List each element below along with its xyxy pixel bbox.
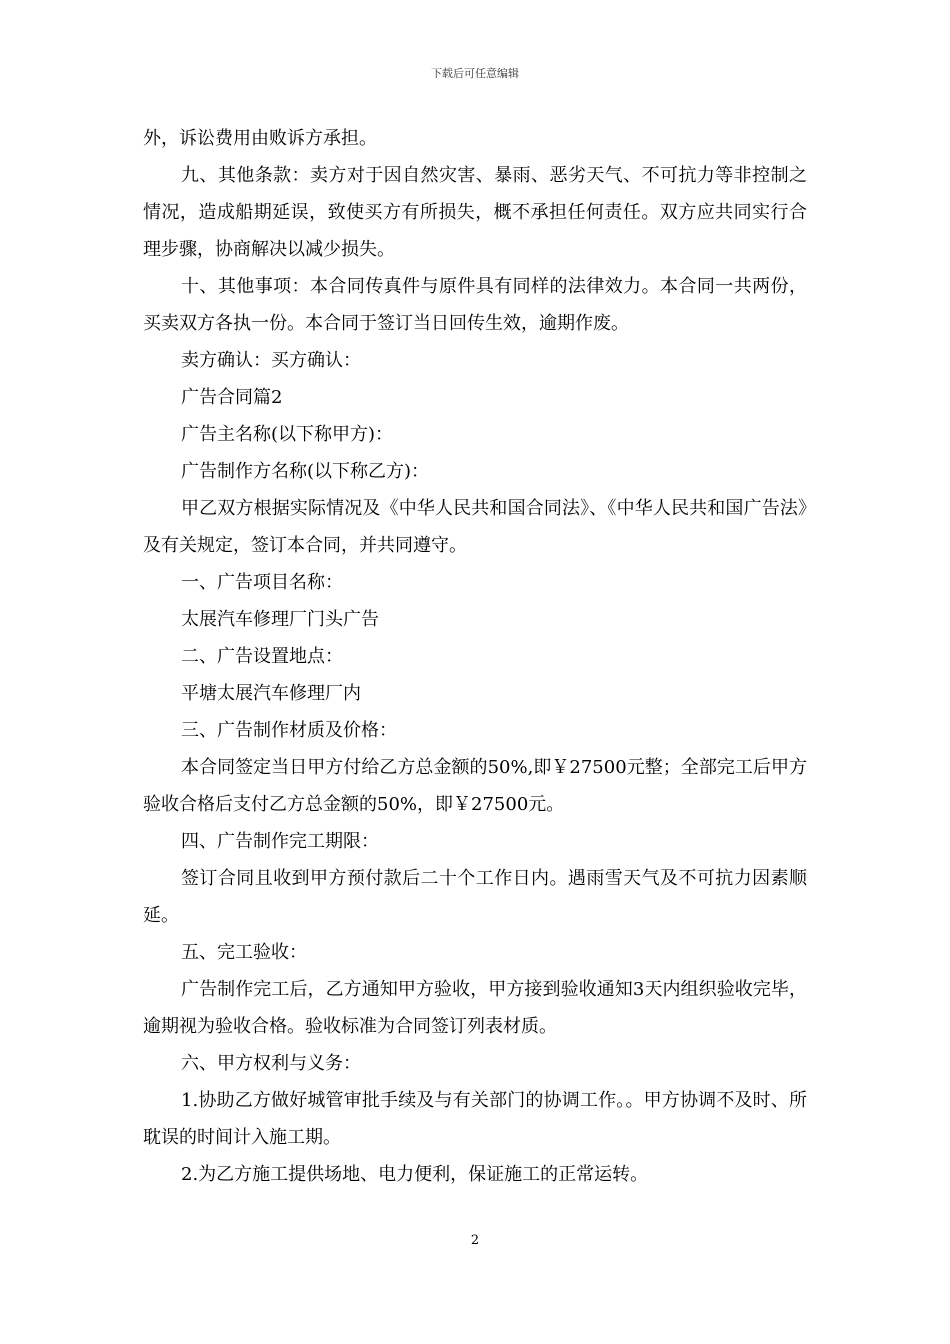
paragraph: 1.协助乙方做好城管审批手续及与有关部门的协调工作。。甲方协调不及时、所耽误的时间计入施工期。	[143, 1090, 807, 1148]
section-title: 广告合同篇2	[181, 387, 283, 408]
paragraph: 签订合同且收到甲方预付款后二十个工作日内。遇雨雪天气及不可抗力因素顺延。	[143, 868, 807, 926]
paragraph: 十、其他事项：本合同传真件与原件具有同样的法律效力。本合同一共两份，买卖双方各执一份。本合同于签订当日回传生效，逾期作废。	[143, 276, 807, 334]
paragraph: 甲乙双方根据实际情况及《中华人民共和国合同法》、《中华人民共和国广告法》及有关规定，签订本合同，并共同遵守。	[143, 498, 807, 556]
page-header: 下载后可任意编辑	[431, 67, 519, 80]
paragraph: 平塘太展汽车修理厂内	[181, 683, 361, 704]
clause-heading: 二、广告设置地点：	[181, 646, 343, 667]
paragraph: 外，诉讼费用由败诉方承担。	[143, 128, 377, 149]
clause-heading: 六、甲方权利与义务：	[181, 1053, 361, 1074]
paragraph: 九、其他条款：卖方对于因自然灾害、暴雨、恶劣天气、不可抗力等非控制之情况，造成船期延误，致使买方有所损失，概不承担任何责任。双方应共同实行合理步骤，协商解决以减少损失。	[143, 165, 807, 260]
clause-heading: 四、广告制作完工期限：	[181, 831, 379, 852]
paragraph: 广告制作方名称(以下称乙方)：	[181, 461, 430, 482]
clause-heading: 一、广告项目名称：	[181, 572, 343, 593]
paragraph: 2.为乙方施工提供场地、电力便利，保证施工的正常运转。	[181, 1164, 649, 1185]
document-body	[143, 120, 807, 1193]
paragraph: 卖方确认：买方确认：	[181, 350, 361, 371]
clause-heading: 三、广告制作材质及价格：	[181, 720, 397, 741]
paragraph: 广告制作完工后，乙方通知甲方验收，甲方接到验收通知3天内组织验收完毕，逾期视为验收合格。验收标准为合同签订列表材质。	[143, 979, 807, 1037]
page-number: 2	[470, 1233, 480, 1248]
paragraph: 太展汽车修理厂门头广告	[181, 609, 379, 630]
paragraph: 本合同签定当日甲方付给乙方总金额的50%,即￥27500元整；全部完工后甲方验收合格后支付乙方总金额的50%，即￥27500元。	[143, 757, 807, 815]
paragraph: 广告主名称(以下称甲方)：	[181, 424, 394, 445]
clause-heading: 五、完工验收：	[181, 942, 307, 963]
